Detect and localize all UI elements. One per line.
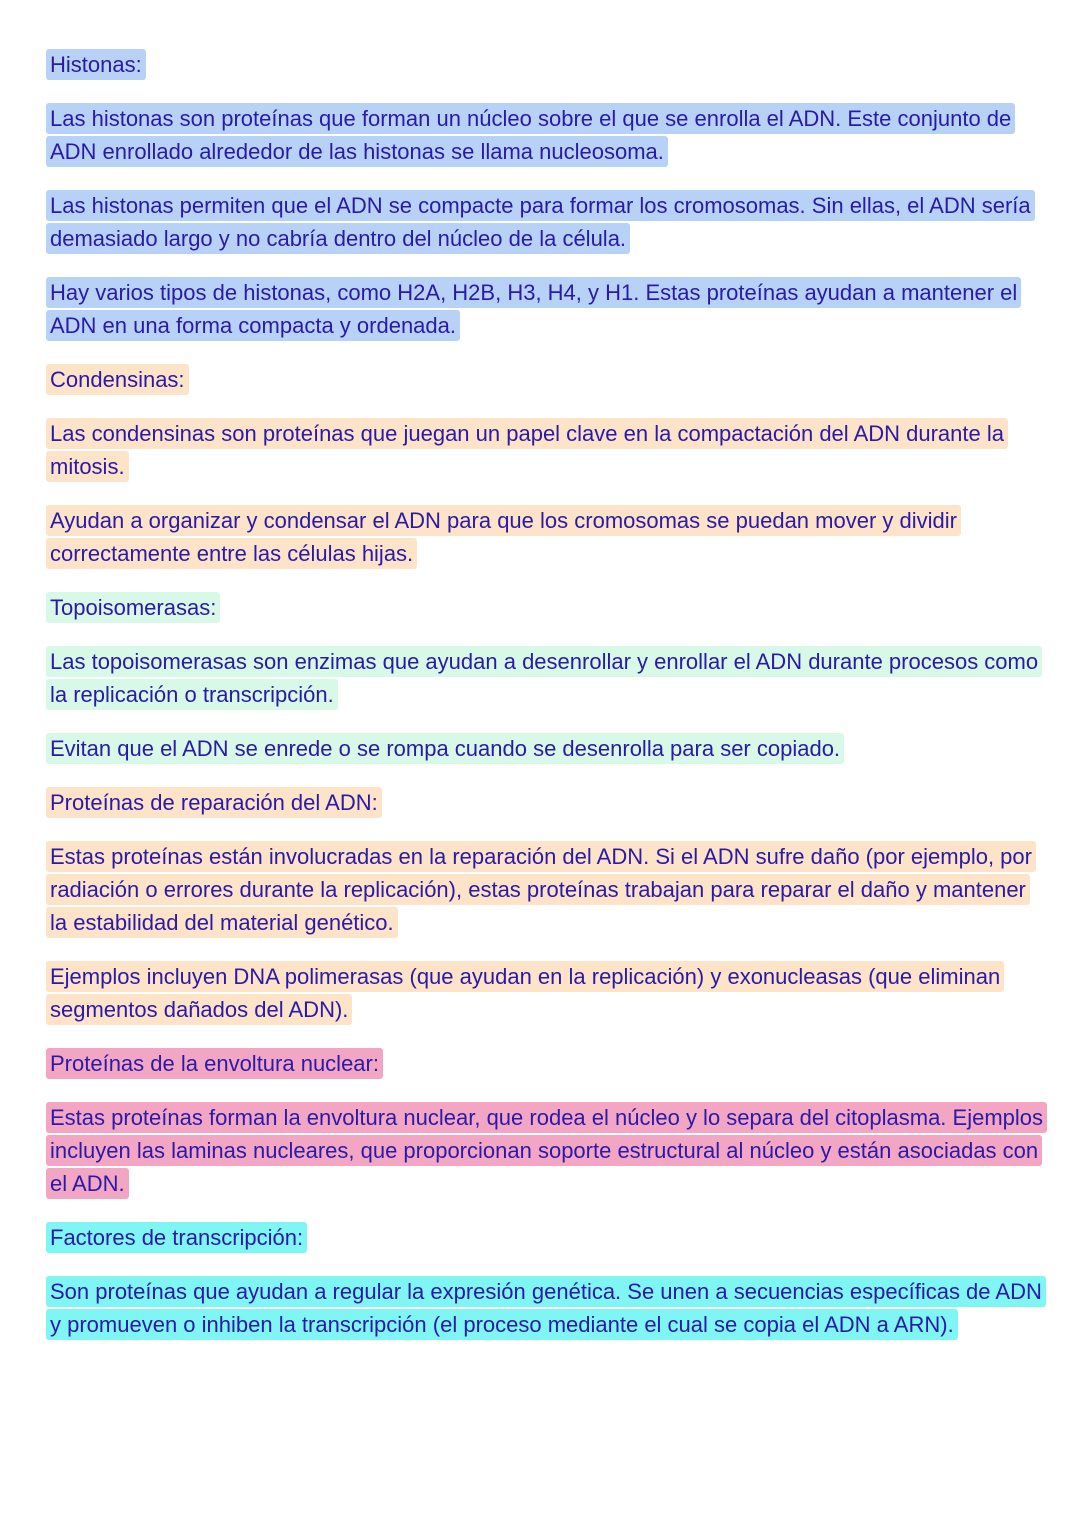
section-heading-histonas [46,48,1046,81]
highlighted-text: Factores de transcripción: [46,1222,307,1253]
paragraph [46,417,1046,483]
section-heading-factores-transcripcion [46,1221,1046,1254]
highlighted-text: Las condensinas son proteínas que juegan un papel clave en la compactación del ADN durante la mitosis. [46,418,1008,482]
paragraph [46,1101,1046,1200]
paragraph [46,1275,1046,1341]
highlighted-text: Evitan que el ADN se enrede o se rompa cuando se desenrolla para ser copiado. [46,733,844,764]
highlighted-text: Las histonas son proteínas que forman un núcleo sobre el que se enrolla el ADN. Este conjunto de ADN enrollado alrededor de las histonas se llama nucleosoma. [46,103,1015,167]
paragraph [46,960,1046,1026]
highlighted-text: Las topoisomerasas son enzimas que ayudan a desenrollar y enrollar el ADN durante procesos como la replicación o transcripción. [46,646,1042,710]
section-heading-reparacion [46,786,1046,819]
highlighted-text: Ejemplos incluyen DNA polimerasas (que ayudan en la replicación) y exonucleasas (que eliminan segmentos dañados del ADN). [46,961,1004,1025]
highlighted-text: Son proteínas que ayudan a regular la expresión genética. Se unen a secuencias específicas de ADN y promueven o inhiben la transcripción (el proceso mediante el cual se copia el ADN a ARN). [46,1276,1046,1340]
document-page [46,48,1046,1362]
highlighted-text: Topoisomerasas: [46,592,220,623]
section-heading-condensinas [46,363,1046,396]
highlighted-text: Estas proteínas forman la envoltura nuclear, que rodea el núcleo y lo separa del citoplasma. Ejemplos incluyen las laminas nucleares, que proporcionan soporte estructural al núcleo y están asociadas con el ADN. [46,1102,1047,1199]
highlighted-text: Proteínas de la envoltura nuclear: [46,1048,383,1079]
paragraph [46,732,1046,765]
highlighted-text: Las histonas permiten que el ADN se compacte para formar los cromosomas. Sin ellas, el ADN sería demasiado largo y no cabría dentro del núcleo de la célula. [46,190,1035,254]
paragraph [46,840,1046,939]
paragraph [46,189,1046,255]
paragraph [46,504,1046,570]
highlighted-text: Hay varios tipos de histonas, como H2A, H2B, H3, H4, y H1. Estas proteínas ayudan a mantener el ADN en una forma compacta y ordenada. [46,277,1021,341]
paragraph [46,645,1046,711]
paragraph [46,102,1046,168]
section-heading-topoisomerasas [46,591,1046,624]
highlighted-text: Estas proteínas están involucradas en la reparación del ADN. Si el ADN sufre daño (por ejemplo, por radiación o errores durante la replicación), estas proteínas trabajan para reparar el daño y mantener la estabilidad del material genético. [46,841,1036,938]
section-heading-envoltura-nuclear [46,1047,1046,1080]
highlighted-text: Proteínas de reparación del ADN: [46,787,382,818]
highlighted-text: Ayudan a organizar y condensar el ADN para que los cromosomas se puedan mover y dividir correctamente entre las células hijas. [46,505,961,569]
paragraph [46,276,1046,342]
highlighted-text: Condensinas: [46,364,189,395]
highlighted-text: Histonas: [46,49,146,80]
